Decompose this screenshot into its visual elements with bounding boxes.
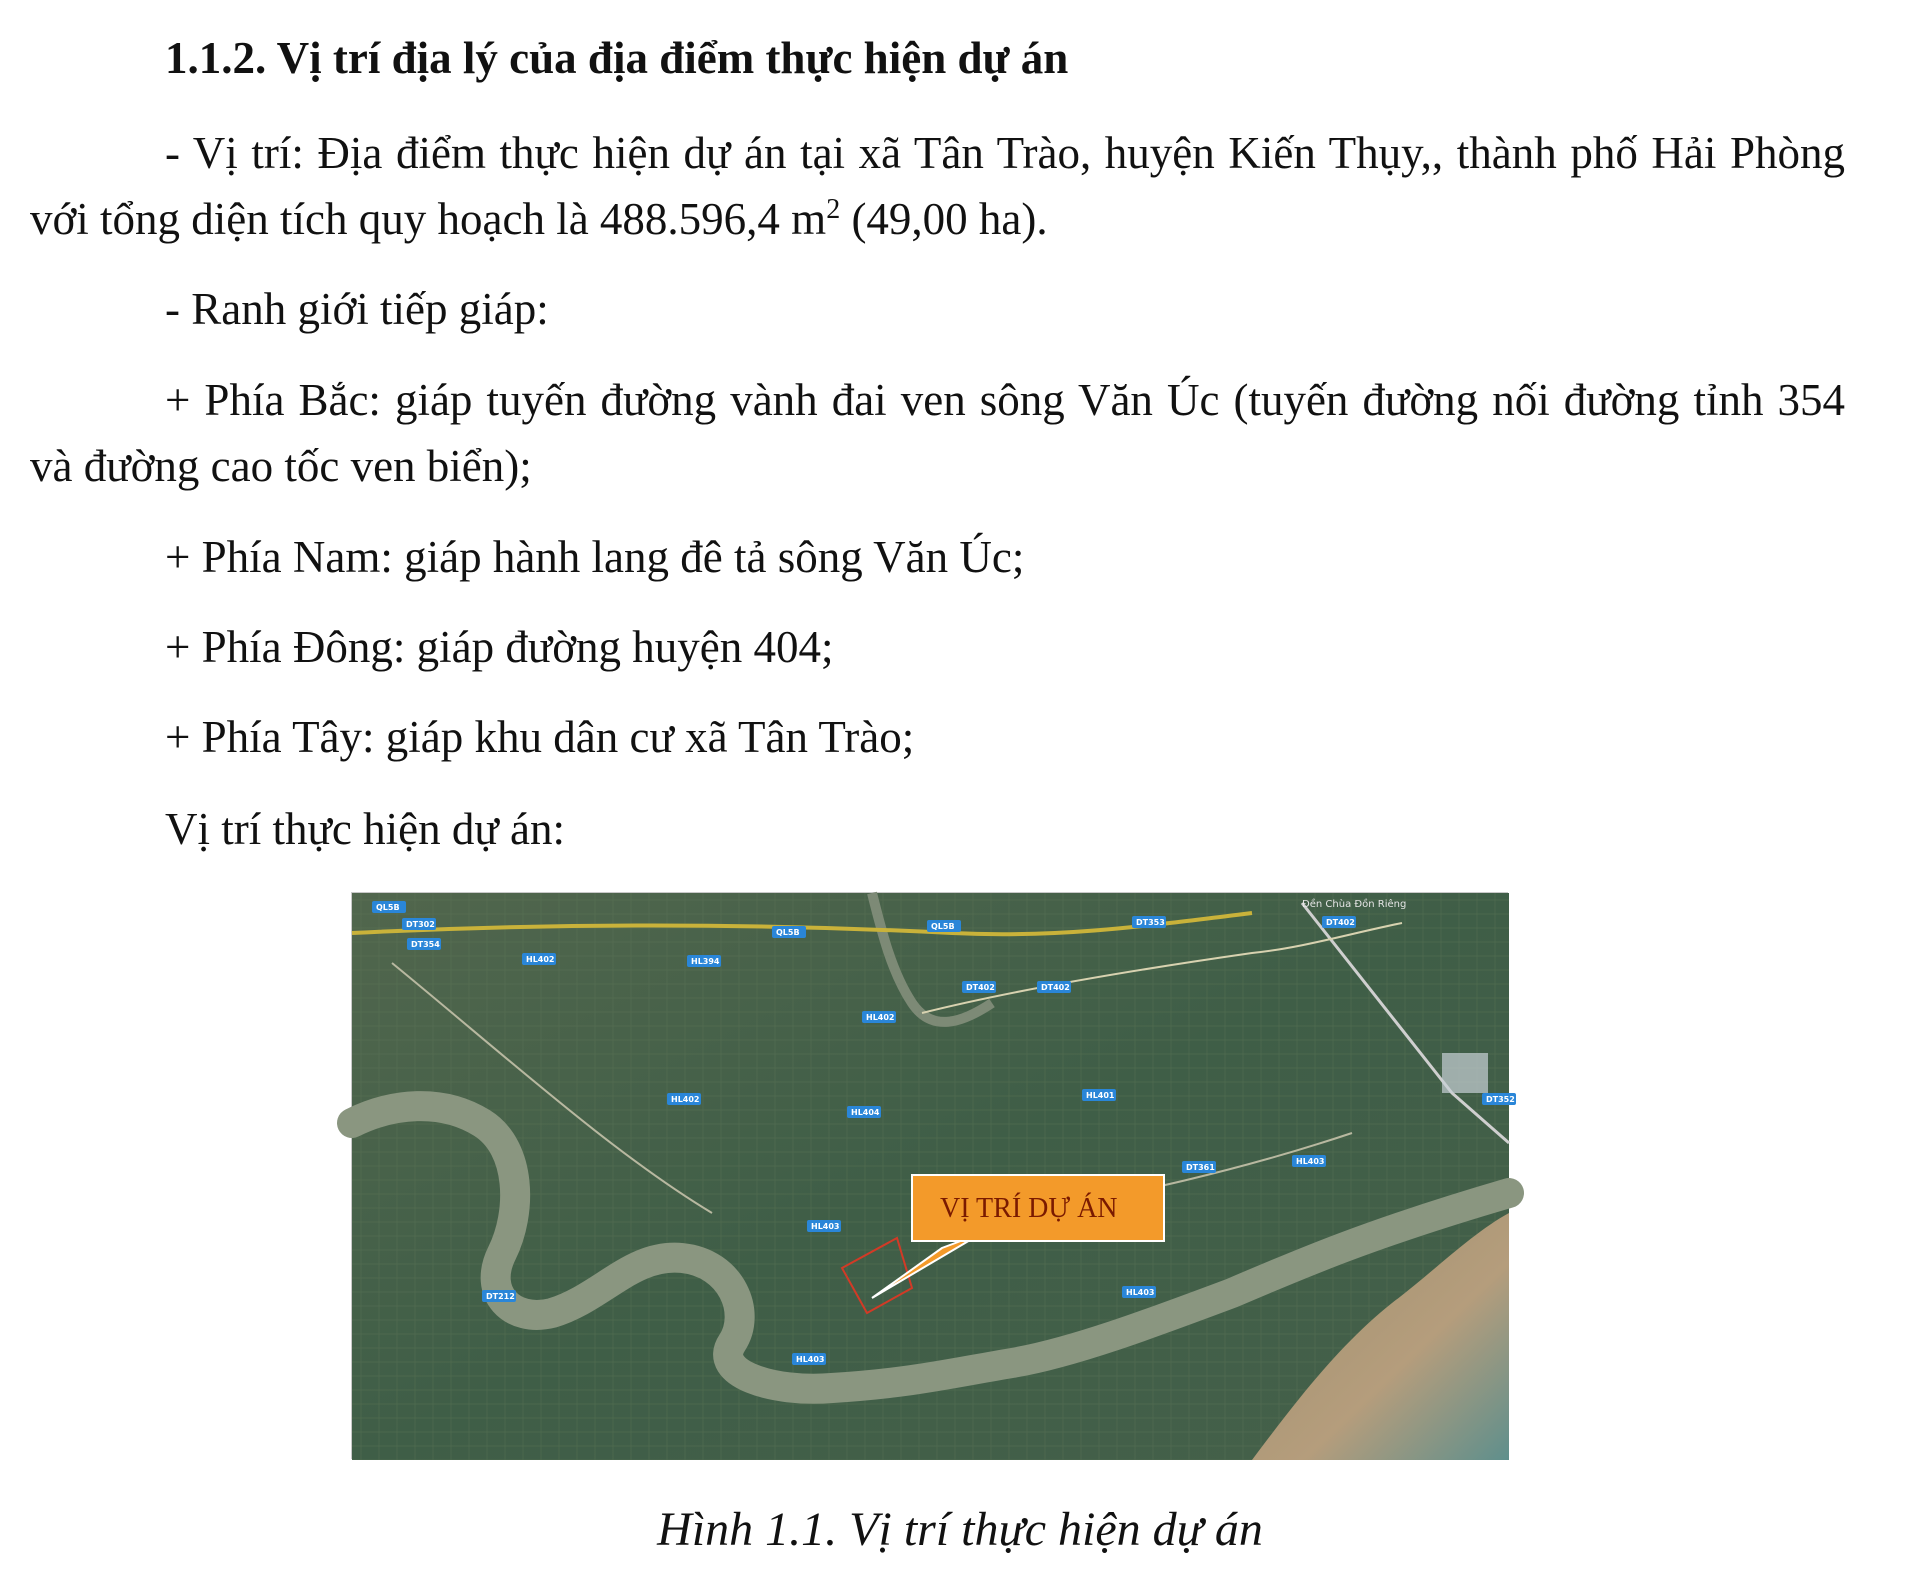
road-badge-label: DT402 — [1326, 918, 1355, 927]
road-badge-label: DT354 — [411, 940, 440, 949]
road-badge-label: QL5B — [376, 903, 400, 912]
road-badge-label: DT353 — [1136, 918, 1165, 927]
road-badge-label: DT352 — [1486, 1095, 1515, 1104]
road-badge-label: HL404 — [851, 1108, 880, 1117]
map-place-label: Đền Chùa Đồn Riêng — [1302, 899, 1407, 910]
figure-label: Vị trí thực hiện dự án: — [165, 804, 565, 854]
road-badge-label: HL402 — [866, 1013, 895, 1022]
boundary-south: + Phía Nam: giáp hành lang đê tả sông Văn Úc; — [165, 532, 1025, 582]
road-badge-label: HL403 — [1296, 1157, 1325, 1166]
road-badge-label: HL403 — [796, 1355, 825, 1364]
boundary-intro: - Ranh giới tiếp giáp: — [165, 284, 549, 334]
road-badge-label: HL403 — [811, 1222, 840, 1231]
callout-label: VỊ TRÍ DỰ ÁN — [940, 1193, 1118, 1224]
road-badge-label: DT302 — [406, 920, 435, 929]
boundary-west: + Phía Tây: giáp khu dân cư xã Tân Trào; — [165, 712, 915, 762]
map-industrial-area — [1442, 1053, 1488, 1093]
location-text: - Vị trí: Địa điểm thực hiện dự án tại xã Tân Trào, huyện Kiến Thụy,, thành phố Hải Phòng với tổng diện tích quy hoạch là 488.596,4 m — [30, 128, 1845, 244]
road-badge-label: DT402 — [1041, 983, 1070, 992]
road-badge-label: DT402 — [966, 983, 995, 992]
road-badge-label: HL403 — [1126, 1288, 1155, 1297]
location-area-ha: (49,00 ha). — [840, 194, 1048, 244]
road-badge-label: HL402 — [671, 1095, 700, 1104]
road-badge-label: QL5B — [776, 928, 800, 937]
road-badge-label: HL401 — [1086, 1091, 1115, 1100]
road-badge-label: DT361 — [1186, 1163, 1215, 1172]
location-paragraph — [30, 120, 1845, 252]
road-badge-label: HL394 — [691, 957, 720, 966]
figure-caption: Hình 1.1. Vị trí thực hiện dự án — [657, 1503, 1263, 1556]
area-unit-superscript: 2 — [826, 194, 841, 225]
boundary-north: + Phía Bắc: giáp tuyến đường vành đai ven sông Văn Úc (tuyến đường nối đường tỉnh 354 và đường cao tốc ven biển); — [30, 375, 1845, 491]
road-badge-label: QL5B — [931, 922, 955, 931]
section-heading: 1.1.2. Vị trí địa lý của địa điểm thực hiện dự án — [165, 33, 1069, 83]
boundary-east: + Phía Đông: giáp đường huyện 404; — [165, 622, 834, 672]
road-badge-label: DT212 — [486, 1292, 515, 1301]
satellite-map-image — [351, 892, 1515, 1459]
road-badge-label: HL402 — [526, 955, 555, 964]
